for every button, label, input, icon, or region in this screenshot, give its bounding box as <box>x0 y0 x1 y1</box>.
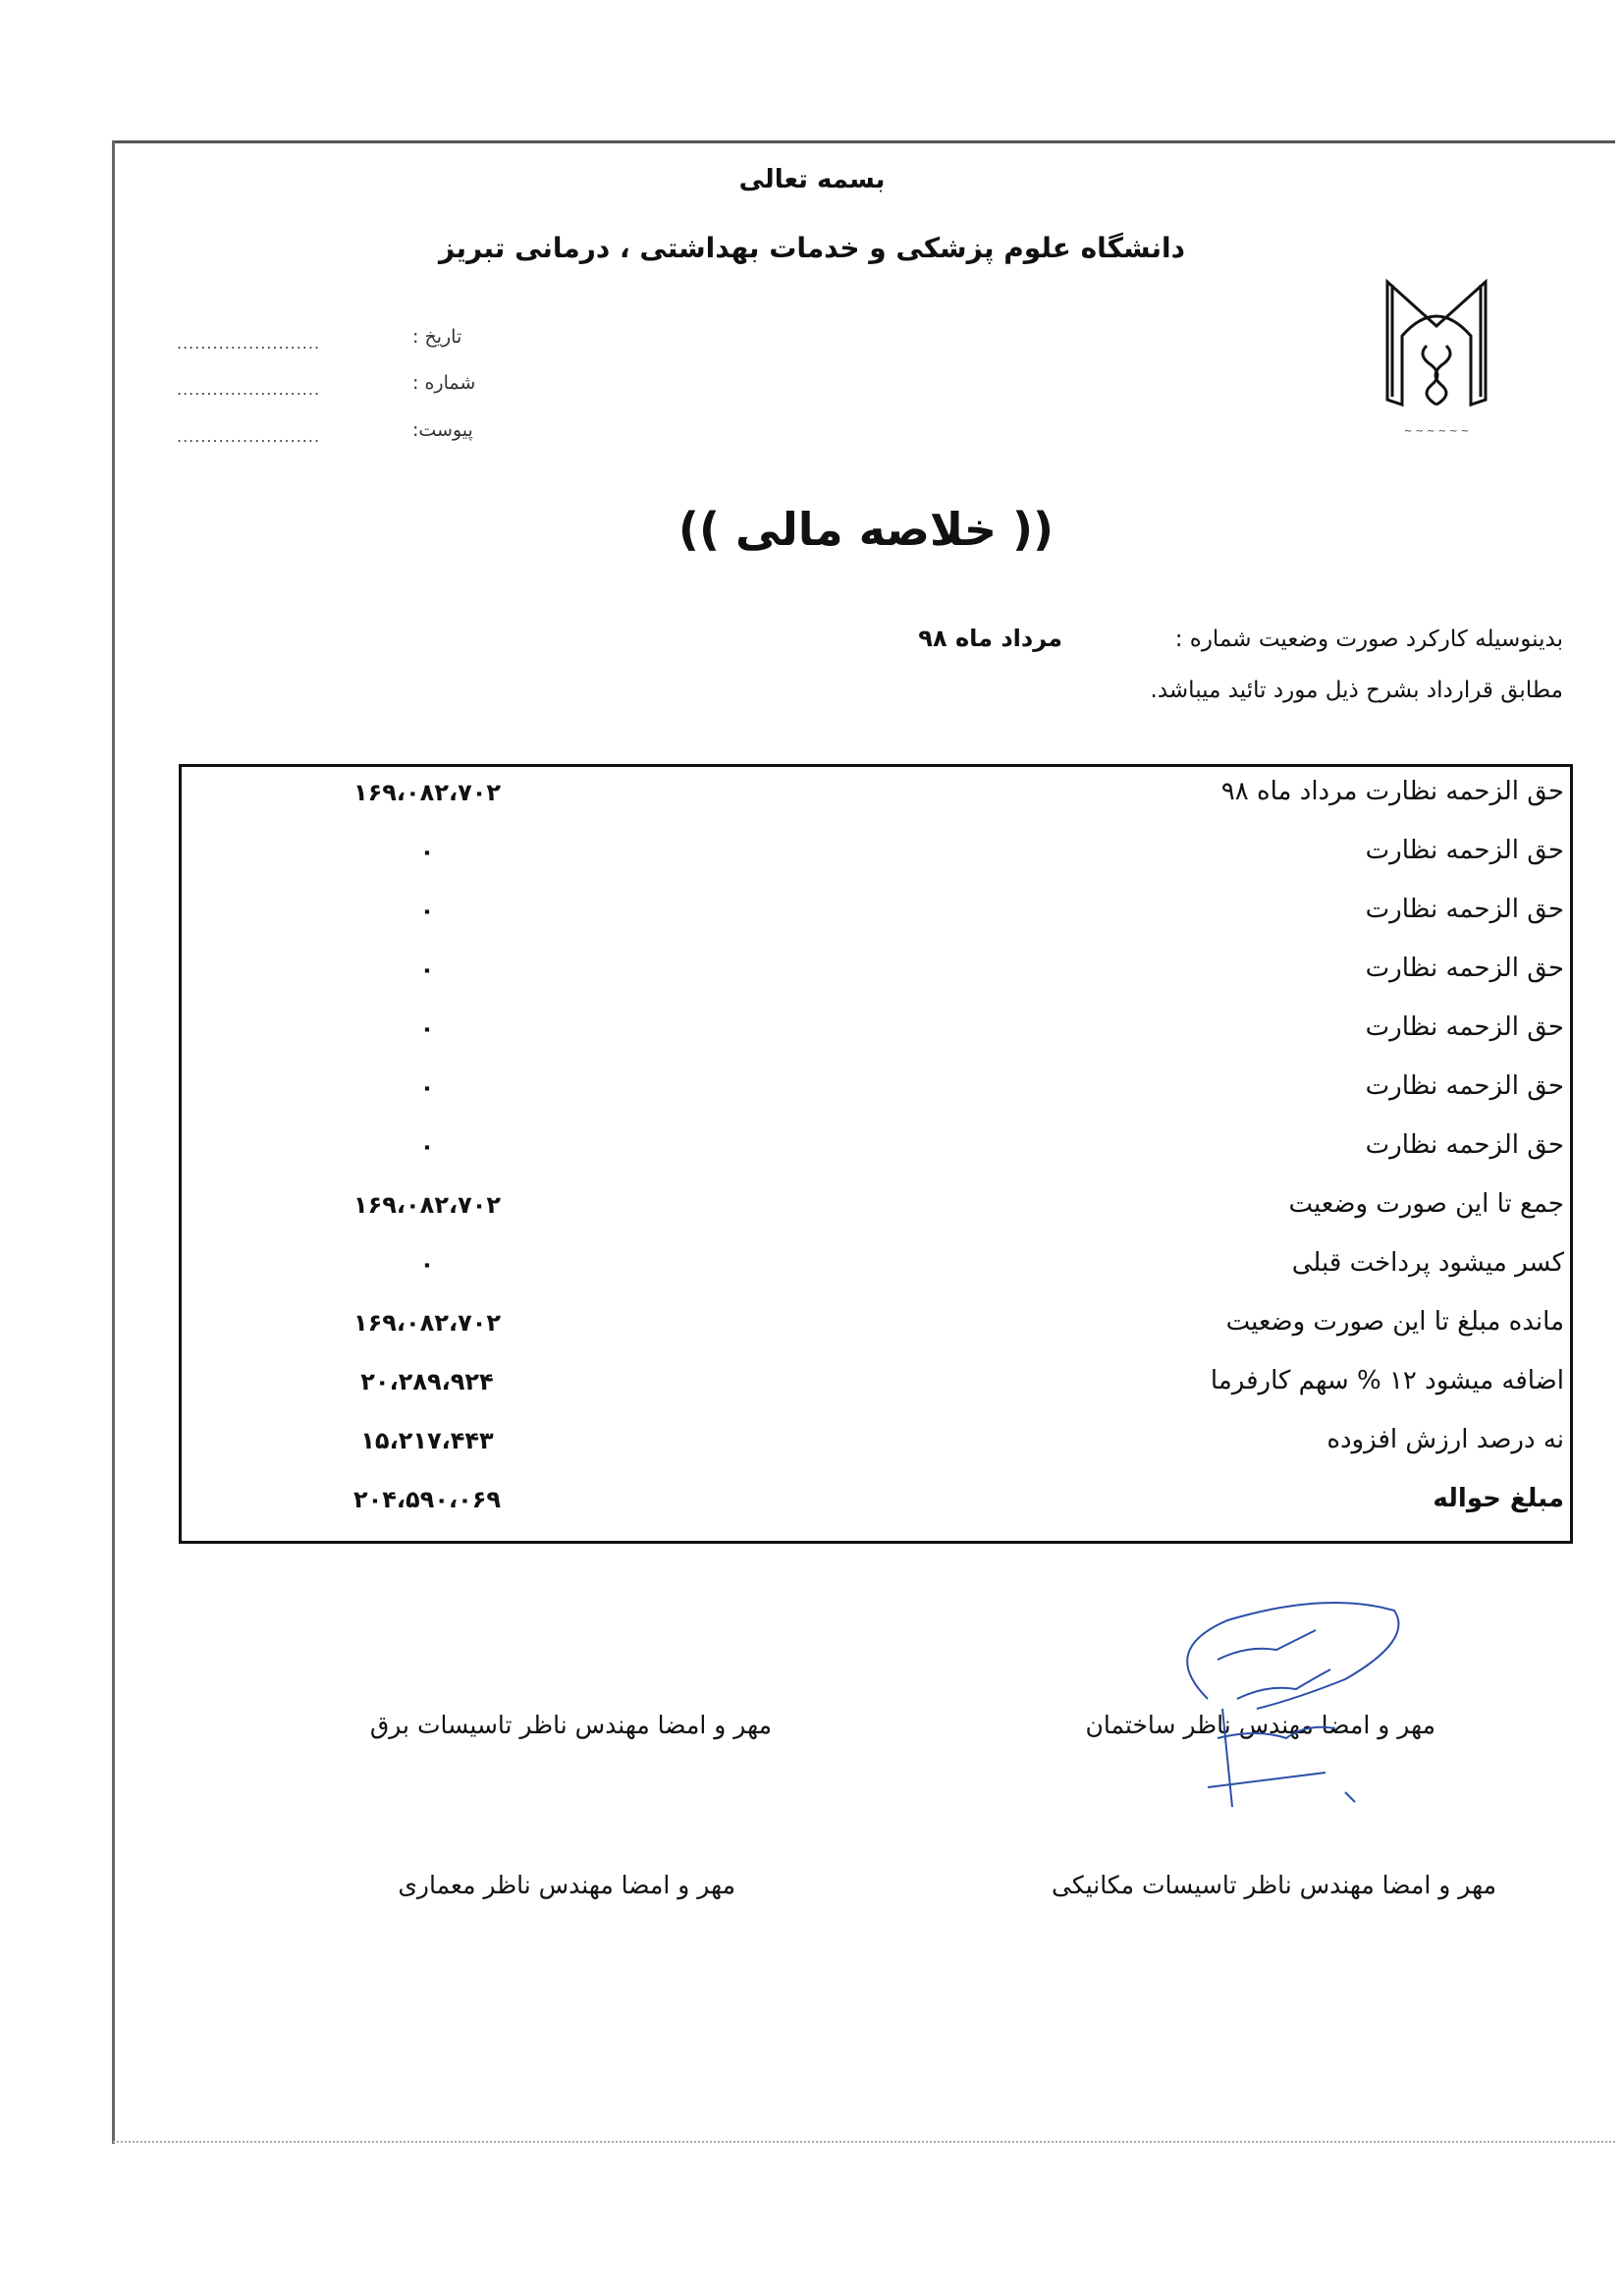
page-border-top <box>113 140 1615 143</box>
date-label: تاریخ : <box>412 326 462 348</box>
table-row <box>182 1476 1570 1537</box>
table-row <box>182 946 1570 1007</box>
row-label: جمع تا این صورت وضعیت <box>1288 1189 1564 1219</box>
intro-line-2: مطابق قرارداد بشرح ذیل مورد تائید میباشد. <box>1150 678 1563 703</box>
svg-text:~ ~ ~ ~ ~ ~: ~ ~ ~ ~ ~ ~ <box>1403 426 1470 437</box>
page-border-bottom <box>113 2141 1615 2143</box>
row-label: مانده مبلغ تا این صورت وضعیت <box>1225 1307 1564 1337</box>
signature-mechanical-label: مهر و امضا مهندس ناظر تاسیسات مکانیکی <box>1052 1871 1496 1899</box>
intro-line-1: بدینوسیله کارکرد صورت وضعیت شماره : <box>1174 627 1563 652</box>
row-amount: ۱۶۹،۰۸۲،۷۰۲ <box>352 779 502 806</box>
university-logo <box>1382 277 1490 444</box>
table-row <box>182 887 1570 948</box>
row-amount: ۲۰،۲۸۹،۹۲۴ <box>360 1368 494 1395</box>
number-value: ........................ <box>177 380 321 399</box>
row-amount: ۲۰۴،۵۹۰،۰۶۹ <box>352 1486 502 1513</box>
table-row <box>182 1005 1570 1066</box>
financial-summary-table <box>179 764 1573 1544</box>
signature-building-label: مهر و امضا مهندس ناظر ساختمان <box>1085 1711 1435 1739</box>
row-label: مبلغ حواله <box>1433 1484 1564 1513</box>
row-label: حق الزحمه نظارت <box>1365 836 1564 865</box>
signature-architectural-label: مهر و امضا مهندس ناظر معماری <box>398 1871 735 1899</box>
row-label: نه درصد ارزش افزوده <box>1326 1425 1564 1454</box>
table-row <box>182 769 1570 830</box>
invocation: بسمه تعالی <box>738 165 886 194</box>
row-amount: ۰ <box>419 1132 435 1160</box>
date-value: ........................ <box>177 334 321 353</box>
table-row <box>182 1417 1570 1478</box>
row-amount: ۱۶۹،۰۸۲،۷۰۲ <box>352 1309 502 1337</box>
row-label: حق الزحمه نظارت <box>1365 954 1564 983</box>
row-amount: ۰ <box>419 1014 435 1042</box>
page-border-left <box>112 140 115 2144</box>
row-amount: ۰ <box>419 956 435 983</box>
table-row <box>182 828 1570 889</box>
university-name: دانشگاه علوم پزشکی و خدمات بهداشتی ، درمانی تبریز <box>439 232 1185 264</box>
row-label: حق الزحمه نظارت مرداد ماه ۹۸ <box>1220 777 1564 806</box>
table-row <box>182 1358 1570 1419</box>
row-label: حق الزحمه نظارت <box>1365 1012 1564 1042</box>
university-logo-icon <box>1382 277 1490 444</box>
row-amount: ۰ <box>419 838 435 865</box>
table-row <box>182 1240 1570 1301</box>
row-label: اضافه میشود ۱۲ % سهم کارفرما <box>1210 1366 1564 1395</box>
handwritten-signature <box>1149 1591 1414 1817</box>
signature-scribble-icon <box>1149 1591 1414 1817</box>
intro-period: مرداد ماه ۹۸ <box>918 625 1062 652</box>
table-row <box>182 1064 1570 1124</box>
number-label: شماره : <box>412 372 476 394</box>
attachment-value: ........................ <box>177 427 321 446</box>
row-label: حق الزحمه نظارت <box>1365 1130 1564 1160</box>
row-label: حق الزحمه نظارت <box>1365 895 1564 924</box>
document-title: (( خلاصه مالی )) <box>677 503 1055 556</box>
row-amount: ۰ <box>419 1073 435 1101</box>
attachment-label: پیوست: <box>412 419 473 441</box>
row-amount: ۰ <box>419 897 435 924</box>
table-row <box>182 1299 1570 1360</box>
table-row <box>182 1181 1570 1242</box>
table-row <box>182 1122 1570 1183</box>
row-amount: ۰ <box>419 1250 435 1278</box>
row-amount: ۱۶۹،۰۸۲،۷۰۲ <box>352 1191 502 1219</box>
row-amount: ۱۵،۲۱۷،۴۴۳ <box>360 1427 494 1454</box>
row-label: کسر میشود پرداخت قبلی <box>1291 1248 1564 1278</box>
signature-electrical-label: مهر و امضا مهندس ناظر تاسیسات برق <box>369 1711 772 1739</box>
row-label: حق الزحمه نظارت <box>1365 1071 1564 1101</box>
